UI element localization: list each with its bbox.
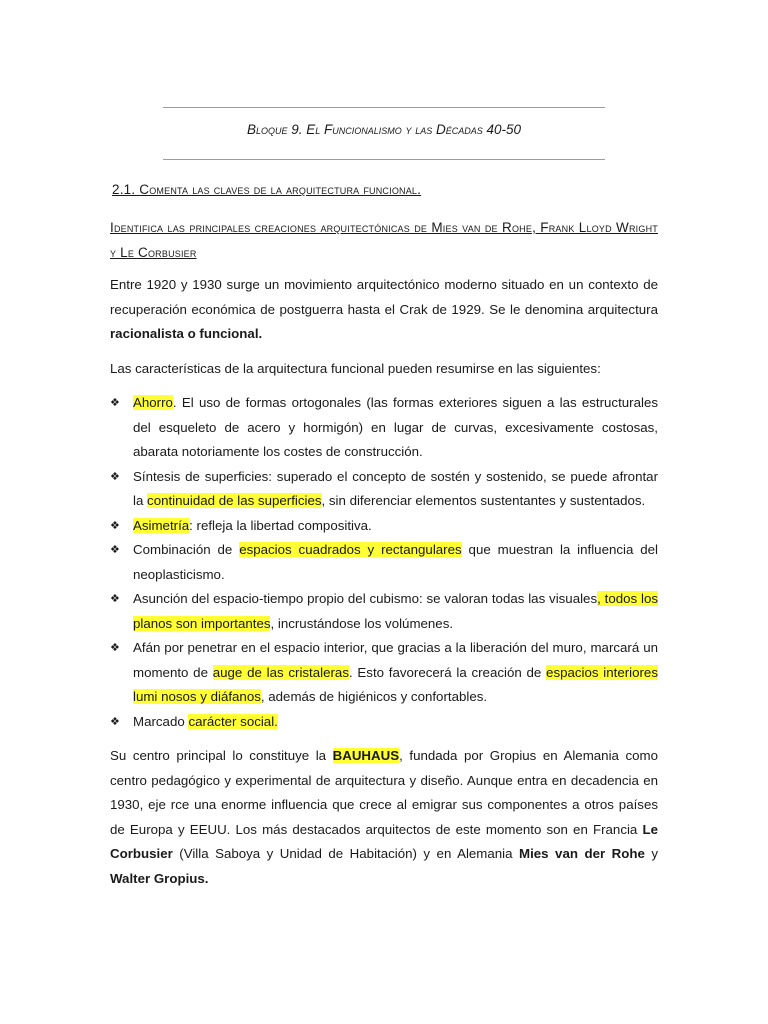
list-item bbox=[110, 391, 658, 465]
architect-name: Le Corbusier bbox=[110, 821, 658, 861]
list-item bbox=[110, 465, 658, 514]
list-item bbox=[110, 514, 658, 539]
document-body bbox=[110, 178, 658, 901]
diamond-bullet-icon: ❖ bbox=[110, 470, 120, 483]
architect-name: Walter Gropius. bbox=[110, 870, 209, 886]
highlighted-text: espacios interiores lumi nosos y diáfanos bbox=[133, 664, 658, 704]
header-bottom-rule bbox=[163, 159, 605, 160]
closing-paragraph bbox=[110, 744, 658, 891]
closing-text: (Villa Saboya y Unidad de Habitación) y en Alemania bbox=[172, 846, 520, 861]
list-item bbox=[110, 587, 658, 636]
list-item-text: Afán por penetrar en el espacio interior, que gracias a la liberación del muro, marcará un momento de bbox=[133, 640, 658, 680]
lead-paragraph: Las características de la arquitectura funcional pueden resumirse en las siguientes: bbox=[110, 360, 601, 376]
list-item-text: Combinación de bbox=[133, 542, 240, 557]
closing-text: y bbox=[644, 846, 659, 861]
bauhaus-highlight: BAUHAUS bbox=[332, 748, 400, 763]
list-item-text: . El uso de formas ortogonales (las formas exteriores siguen a las estructurales del esqueleto de acero y hormigón) en lugar de curvas, excesivamente costosas, abarata notoriamente los costes de construcción. bbox=[133, 395, 658, 459]
list-item-text: Marcado bbox=[133, 713, 189, 729]
list-item-text: Asunción del espacio-tiempo propio del cubismo: se valoran todas las visuales bbox=[133, 591, 598, 606]
intro-text: Entre 1920 y 1930 surge un movimiento arquitectónico moderno situado en un contexto de recuperación económica de postguerra hasta el Crak de 1929. Se le denomina arquitectura bbox=[110, 277, 658, 317]
highlighted-text: espacios cuadrados y rectangulares bbox=[239, 542, 462, 557]
highlighted-text: Asimetría bbox=[133, 517, 190, 533]
characteristics-list bbox=[110, 391, 658, 734]
list-item-text: . Esto favorecerá la creación de bbox=[348, 664, 547, 680]
highlighted-text: auge de las cristaleras bbox=[212, 664, 349, 680]
architect-name: Mies van der Rohe bbox=[519, 846, 645, 861]
header-top-rule bbox=[163, 107, 605, 108]
highlighted-text: carácter social. bbox=[188, 713, 278, 729]
intro-paragraph bbox=[110, 273, 658, 347]
diamond-bullet-icon: ❖ bbox=[110, 397, 120, 409]
page-header-title: Bloque 9. El Funcionalismo y las Décadas 40-50 bbox=[246, 122, 522, 137]
intro-bold-term: racionalista o funcional. bbox=[110, 326, 263, 341]
list-item bbox=[110, 636, 658, 710]
closing-text: Su centro principal lo constituye la bbox=[110, 748, 333, 763]
diamond-bullet-icon: ❖ bbox=[110, 593, 120, 605]
list-item bbox=[110, 538, 658, 587]
diamond-bullet-icon: ❖ bbox=[110, 715, 120, 728]
highlighted-text: , todos los planos son importantes bbox=[133, 591, 658, 631]
list-item-text: que muestran la influencia del neoplasticismo. bbox=[133, 542, 658, 582]
diamond-bullet-icon: ❖ bbox=[110, 642, 120, 654]
list-item-text: : refleja la libertad compositiva. bbox=[189, 517, 372, 533]
section-heading: 2.1. Comenta las claves de la arquitectura funcional. bbox=[112, 182, 422, 197]
list-item-text: , incrustándose los volúmenes. bbox=[270, 615, 454, 631]
closing-text: , fundada por Gropius en Alemania como centro pedagógico y experimental de arquitectura y diseño. Aunque entra en decadencia en 1930, eje rce una enorme influencia que crece al emigrar sus componentes a otros países de Europa y EEUU. Los más destacados arquitectos de este momento son en Francia bbox=[110, 748, 658, 837]
list-item bbox=[110, 710, 658, 735]
highlighted-text: continuidad de las superficies bbox=[147, 493, 322, 508]
diamond-bullet-icon: ❖ bbox=[110, 544, 120, 556]
diamond-bullet-icon: ❖ bbox=[110, 519, 120, 532]
list-item-text: , además de higiénicos y confortables. bbox=[260, 689, 488, 704]
list-item-text: Síntesis de superficies: superado el concepto de sostén y sostenido, se puede afrontar la bbox=[133, 468, 658, 508]
list-item-text: , sin diferenciar elementos sustentantes y sustentados. bbox=[321, 493, 646, 508]
section-subheading: Identifica las principales creaciones arquitectónicas de Mies van de Rohe, Frank Lloyd Wright y Le Corbusier bbox=[110, 220, 658, 260]
highlighted-text: Ahorro bbox=[133, 395, 173, 410]
